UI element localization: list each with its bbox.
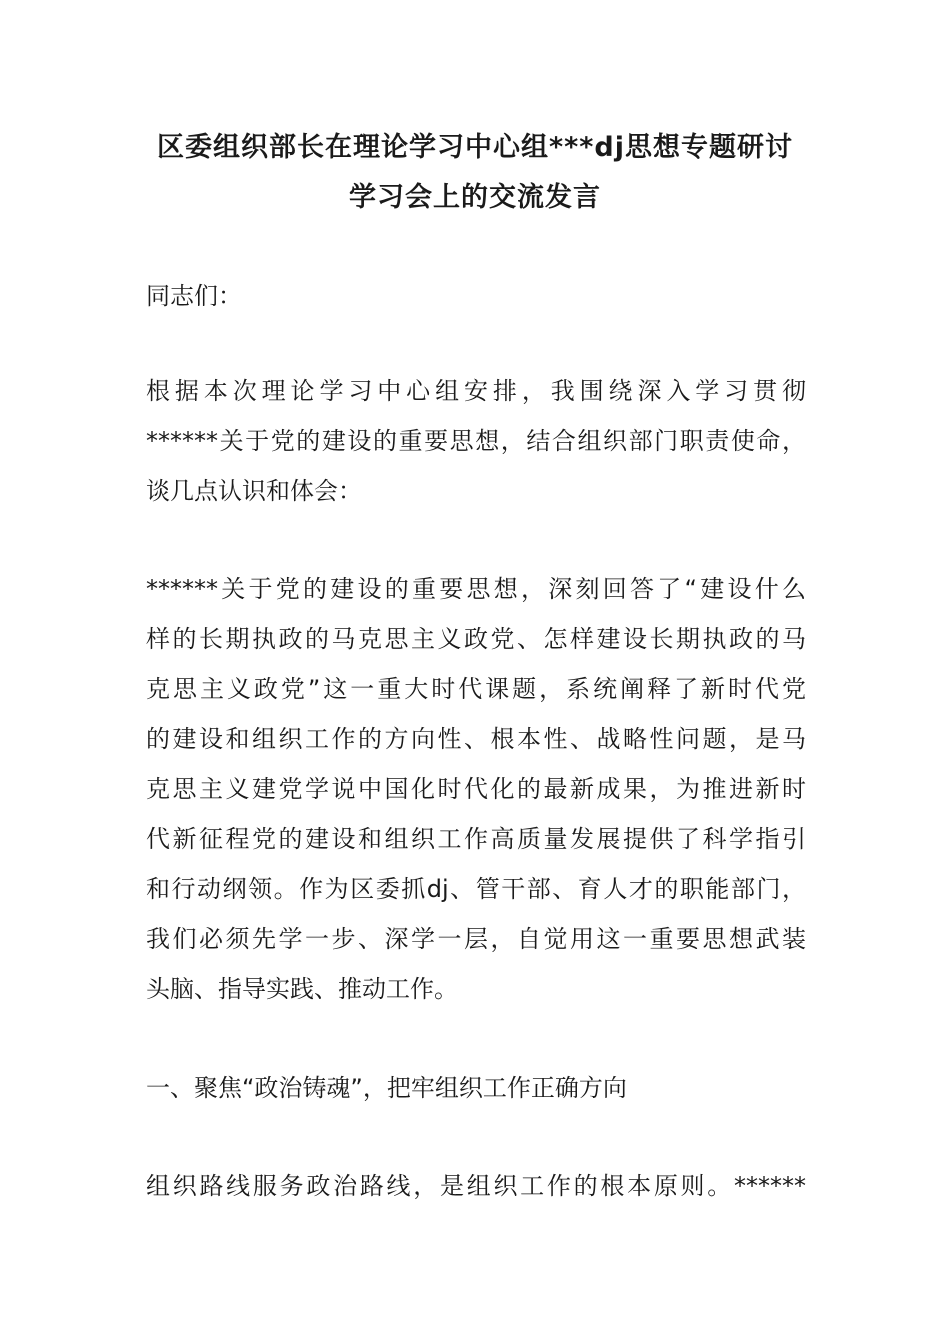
paragraph-2-line-3: 克思主义政党”这一重大时代课题，系统阐释了新时代党 — [146, 675, 806, 703]
section-heading-1: 一、聚焦“政治铸魂”，把牢组织工作正确方向 — [146, 1074, 627, 1102]
paragraph-2-line-7: 和行动纲领。作为区委抓dj、管干部、育人才的职能部门， — [146, 875, 806, 903]
paragraph-2-line-9: 头脑、指导实践、推动工作。 — [146, 975, 458, 1003]
document-title-line-1: 区委组织部长在理论学习中心组***dj思想专题研讨 — [157, 132, 793, 163]
paragraph-1-line-3: 谈几点认识和体会： — [146, 477, 362, 505]
paragraph-2-line-6: 代新征程党的建设和组织工作高质量发展提供了科学指引 — [146, 825, 806, 853]
paragraph-1-line-1: 根据本次理论学习中心组安排，我围绕深入学习贯彻 — [146, 377, 806, 405]
paragraph-2-line-1: ******关于党的建设的重要思想，深刻回答了“建设什么 — [146, 575, 806, 603]
document-title-line-2: 学习会上的交流发言 — [349, 182, 601, 213]
salutation: 同志们： — [146, 282, 242, 310]
paragraph-2-line-8: 我们必须先学一步、深学一层，自觉用这一重要思想武装 — [146, 925, 806, 953]
paragraph-3-line-1: 组织路线服务政治路线，是组织工作的根本原则。****** — [146, 1172, 806, 1200]
paragraph-2-line-4: 的建设和组织工作的方向性、根本性、战略性问题，是马 — [146, 725, 806, 753]
paragraph-1-line-2: ******关于党的建设的重要思想，结合组织部门职责使命， — [146, 427, 806, 455]
paragraph-2-line-5: 克思主义建党学说中国化时代化的最新成果，为推进新时 — [146, 775, 806, 803]
paragraph-2-line-2: 样的长期执政的马克思主义政党、怎样建设长期执政的马 — [146, 625, 806, 653]
